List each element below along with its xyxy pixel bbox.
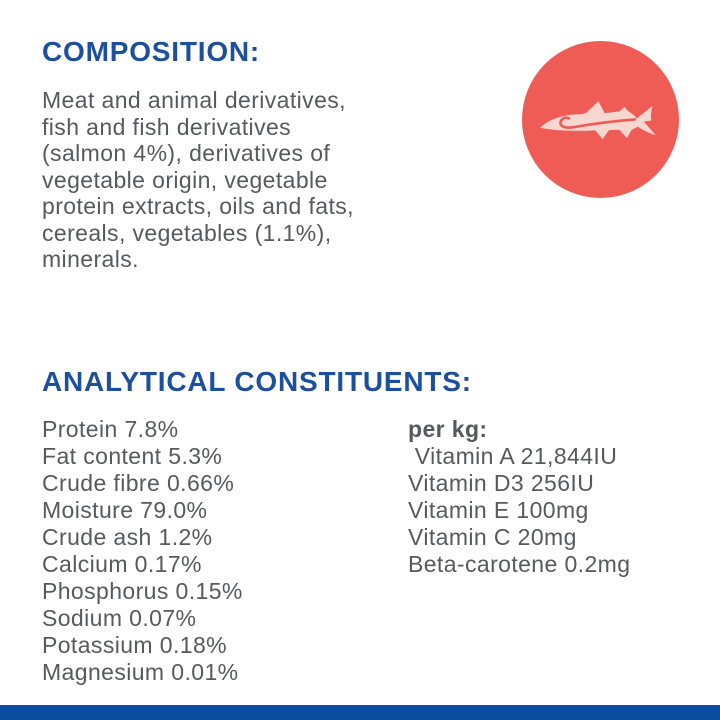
composition-line: cereals, vegetables (1.1%),	[42, 219, 332, 246]
vitamin-item: Vitamin E 100mg	[408, 497, 589, 523]
composition-section	[42, 36, 482, 273]
analytic-item: Crude fibre 0.66%	[42, 470, 235, 496]
composition-line: vegetable origin, vegetable	[42, 166, 328, 193]
fish-icon	[536, 93, 666, 151]
composition-line: fish and fish derivatives	[42, 113, 292, 140]
analytic-item: Fat content 5.3%	[42, 443, 223, 469]
analytic-item: Moisture 79.0%	[42, 497, 208, 523]
analytical-left-column	[42, 416, 408, 686]
analytic-item: Calcium 0.17%	[42, 551, 202, 577]
analytic-item: Potassium 0.18%	[42, 632, 227, 658]
fish-badge	[522, 41, 679, 198]
vitamin-item: Vitamin D3 256IU	[408, 470, 595, 496]
composition-line: minerals.	[42, 246, 139, 272]
vitamin-item: Beta-carotene 0.2mg	[408, 551, 631, 577]
analytic-item: Protein 7.8%	[42, 416, 179, 442]
per-kg-label: per kg:	[408, 416, 488, 442]
vitamin-item: Vitamin A 21,844IU	[408, 443, 618, 469]
analytic-item: Sodium 0.07%	[42, 605, 197, 631]
vitamin-item: Vitamin C 20mg	[408, 524, 577, 550]
composition-text	[42, 87, 482, 273]
composition-line: Meat and animal derivatives,	[42, 87, 346, 113]
composition-line: (salmon 4%), derivatives of	[42, 140, 331, 166]
footer-bar	[0, 705, 720, 720]
analytic-item: Magnesium 0.01%	[42, 659, 239, 685]
analytical-heading: ANALYTICAL CONSTITUENTS:	[42, 366, 472, 397]
analytical-section	[42, 366, 692, 686]
analytic-item: Crude ash 1.2%	[42, 524, 213, 550]
composition-line: protein extracts, oils and fats,	[42, 193, 354, 219]
analytical-columns	[42, 416, 692, 686]
analytic-item: Phosphorus 0.15%	[42, 578, 243, 604]
analytical-right-column	[408, 416, 688, 686]
composition-heading: COMPOSITION:	[42, 36, 261, 67]
